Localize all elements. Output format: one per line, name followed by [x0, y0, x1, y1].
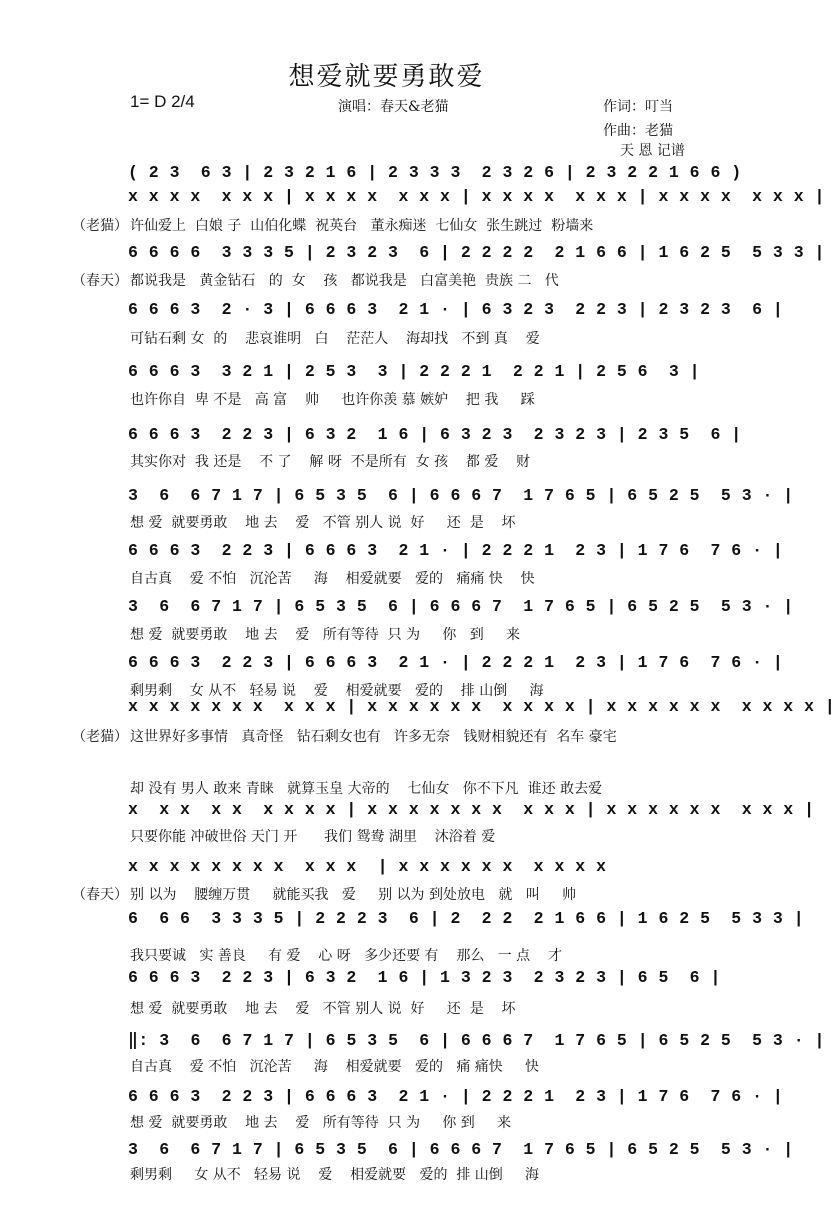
lyricist: 作词：叮当 — [603, 99, 673, 115]
notation-line: x x x x x x x | x x x x x x x | x x x x x x x | x x x x x x x | — [128, 187, 825, 206]
lyric-line: 都说我是 黄金钻石 的 女 孩 都说我是 白富美艳 贵族 二 代 — [130, 273, 559, 289]
notation-line: x x x x x x x x x x x | x x x x x x x x x x — [128, 857, 607, 876]
notation-line: 6 6 6 3 2 2 3 | 6 3 2 1 6 | 6 3 2 3 2 3 2 3 | 2 3 5 6 | — [128, 425, 742, 444]
notation-line: 6 6 6 3 3 2 1 | 2 5 3 3 | 2 2 2 1 2 2 1 | 2 5 6 3 | — [128, 362, 701, 381]
lyric-line: 却 没有 男人 敢来 青睐 就算玉皇 大帝的 七仙女 你不下凡 谁还 敢去爱 — [130, 781, 603, 797]
notation-line: 6 6 6 3 2 2 3 | 6 6 6 3 2 1 · | 2 2 2 1 2 3 | 1 7 6 7 6 · | — [128, 541, 784, 560]
notation-line: 6 6 6 3 2 2 3 | 6 6 6 3 2 1 · | 2 2 2 1 2 3 | 1 7 6 7 6 · | — [128, 1087, 784, 1106]
notation-line: 3 6 6 7 1 7 | 6 5 3 5 6 | 6 6 6 7 1 7 6 5 | 6 5 2 5 5 3 · | — [128, 1140, 794, 1159]
lyric-line: 剩男剩 女 从不 轻易 说 爱 相爱就要 爱的 排 山倒 海 — [130, 1167, 540, 1183]
lyric-line: 这世界好多事情 真奇怪 钻石剩女也有 许多无奈 钱财相貌还有 名车 豪宅 — [130, 729, 617, 745]
notation-line: 6 6 6 3 2 · 3 | 6 6 6 3 2 1 · | 6 3 2 3 2 2 3 | 2 3 2 3 6 | — [128, 300, 784, 319]
lyric-line: 可钻石剩 女 的 悲哀谁明 白 茫茫人 海却找 不到 真 爱 — [130, 331, 540, 347]
lyric-line: 想 爱 就要勇敢 地 去 爱 所有等待 只 为 你 到 来 — [130, 627, 520, 643]
lyric-line: 想 爱 就要勇敢 地 去 爱 不管 别人 说 好 还 是 坏 — [130, 1001, 516, 1017]
song-title: 想爱就要勇敢爱 — [288, 62, 485, 92]
lyric-line: 我只要诚 实 善良 有 爱 心 呀 多少还要 有 那么 一 点 才 — [130, 948, 562, 964]
lyric-line: 剩男剩 女 从不 轻易 说 爱 相爱就要 爱的 排 山倒 海 — [130, 683, 544, 699]
transcriber: 天 恩 记谱 — [620, 143, 685, 159]
lyric-line: 想 爱 就要勇敢 地 去 爱 不管 别人 说 好 还 是 坏 — [130, 515, 516, 531]
notation-line: 6 6 6 3 2 2 3 | 6 3 2 1 6 | 1 3 2 3 2 3 2 3 | 6 5 6 | — [128, 968, 721, 987]
lyric-line: 想 爱 就要勇敢 地 去 爱 所有等待 只 为 你 到 来 — [130, 1115, 512, 1131]
notation-line: ( 2 3 6 3 | 2 3 2 1 6 | 2 3 3 3 2 3 2 6 | 2 3 2 2 1 6 6 ) — [128, 163, 742, 182]
notation-line: ‖: 3 6 6 7 1 7 | 6 5 3 5 6 | 6 6 6 7 1 7 6 5 | 6 5 2 5 5 3 · | — [128, 1031, 825, 1050]
composer: 作曲：老猫 — [603, 123, 673, 139]
key-signature: 1= D 2/4 — [130, 92, 195, 111]
notation-line: x x x x x x x x x x | x x x x x x x x x x | x x x x x x x x x x | — [128, 697, 835, 716]
lyric-line: 只要你能 冲破世俗 天门 开 我们 鸳鸯 湖里 沐浴着 爱 — [130, 829, 496, 845]
notation-line: 6 6 6 3 2 2 3 | 6 6 6 3 2 1 · | 2 2 2 1 2 3 | 1 7 6 7 6 · | — [128, 653, 784, 672]
notation-line: 3 6 6 7 1 7 | 6 5 3 5 6 | 6 6 6 7 1 7 6 5 | 6 5 2 5 5 3 · | — [128, 597, 794, 616]
lyric-line: 别 以为 腰缠万贯 就能买我 爱 别 以为 到处放电 就 叫 帅 — [130, 887, 576, 903]
notation-line: x x x x x x x x x | x x x x x x x x x x | x x x x x x x x x | — [128, 800, 815, 819]
singers: 演唱：春天&老猫 — [338, 99, 449, 115]
notation-line: 6 6 6 3 3 3 5 | 2 2 2 3 6 | 2 2 2 2 1 6 6 | 1 6 2 5 5 3 3 | — [128, 909, 805, 928]
speaker-label: （老猫） — [72, 218, 128, 234]
lyric-line: 许仙爱上 白娘 子 山伯化蝶 祝英台 董永痴迷 七仙女 张生跳过 粉墙来 — [130, 218, 594, 234]
speaker-label: （春天） — [72, 273, 128, 289]
notation-line: 6 6 6 6 3 3 3 5 | 2 3 2 3 6 | 2 2 2 2 2 1 6 6 | 1 6 2 5 5 3 3 | — [128, 243, 825, 262]
lyric-line: 其实你对 我 还是 不 了 解 呀 不是所有 女 孩 都 爱 财 — [130, 454, 531, 470]
speaker-label: （老猫） — [72, 729, 128, 745]
lyric-line: 也许你自 卑 不是 高 富 帅 也许你羡 慕 嫉妒 把 我 踩 — [130, 392, 535, 408]
lyric-line: 自古真 爱 不怕 沉沦苦 海 相爱就要 爱的 痛 痛快 快 — [130, 1059, 540, 1075]
lyric-line: 自古真 爱 不怕 沉沦苦 海 相爱就要 爱的 痛痛 快 快 — [130, 571, 535, 587]
notation-line: 3 6 6 7 1 7 | 6 5 3 5 6 | 6 6 6 7 1 7 6 5 | 6 5 2 5 5 3 · | — [128, 486, 794, 505]
speaker-label: （春天） — [72, 887, 128, 903]
